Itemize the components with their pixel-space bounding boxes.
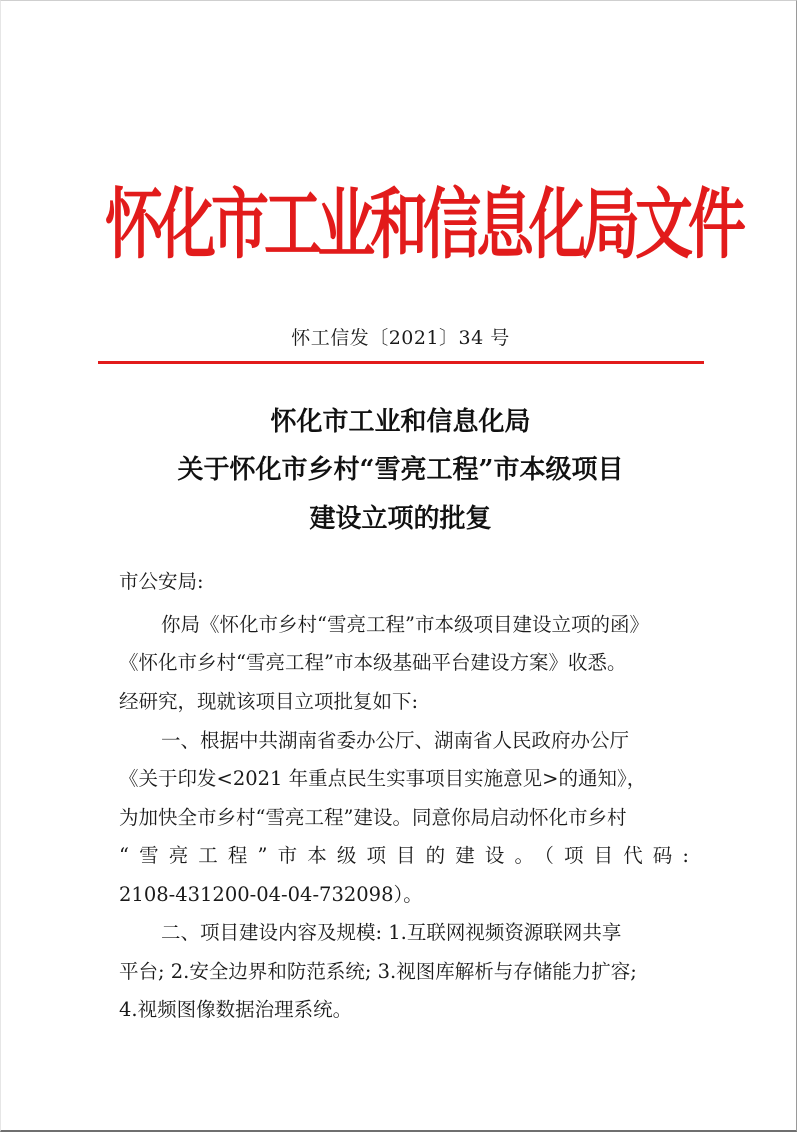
body-line: “雪亮工程”市本级项目的建设。（项目代码: bbox=[119, 844, 689, 867]
addressee: 市公安局: bbox=[119, 570, 204, 593]
body-line: 4.视频图像数据治理系统。 bbox=[119, 998, 353, 1021]
faint-watermark bbox=[364, 97, 434, 115]
body-line: 为加快全市乡村“雪亮工程”建设。同意你局启动怀化市乡村 bbox=[119, 806, 627, 829]
title-line-3: 建设立项的批复 bbox=[309, 504, 492, 534]
body-line: 2108-431200-04-04-732098）。 bbox=[119, 883, 423, 906]
body-line: 二、项目建设内容及规模: 1.互联网视频资源联网共享 bbox=[161, 921, 622, 944]
body-line: 一、根据中共湖南省委办公厅、湖南省人民政府办公厅 bbox=[161, 729, 630, 752]
body-line: 《怀化市乡村“雪亮工程”市本级基础平台建设方案》收悉。 bbox=[119, 651, 627, 674]
issuer-banner: 怀化市工业和信息化局文件 bbox=[105, 179, 742, 270]
body-line: 你局《怀化市乡村“雪亮工程”市本级项目建设立项的函》 bbox=[161, 613, 649, 636]
document-number: 怀工信发〔2021〕34 号 bbox=[291, 327, 510, 349]
body-line: 平台; 2.安全边界和防范系统; 3.视图库解析与存储能力扩容; bbox=[119, 960, 637, 983]
title-line-2: 关于怀化市乡村“雪亮工程”市本级项目 bbox=[177, 455, 624, 485]
red-separator-line bbox=[98, 361, 704, 364]
body-line: 经研究，现就该项目立项批复如下: bbox=[119, 690, 419, 713]
body-line: 《关于印发<2021 年重点民生实事项目实施意见>的通知》， bbox=[119, 767, 647, 790]
title-line-1: 怀化市工业和信息化局 bbox=[270, 407, 531, 437]
